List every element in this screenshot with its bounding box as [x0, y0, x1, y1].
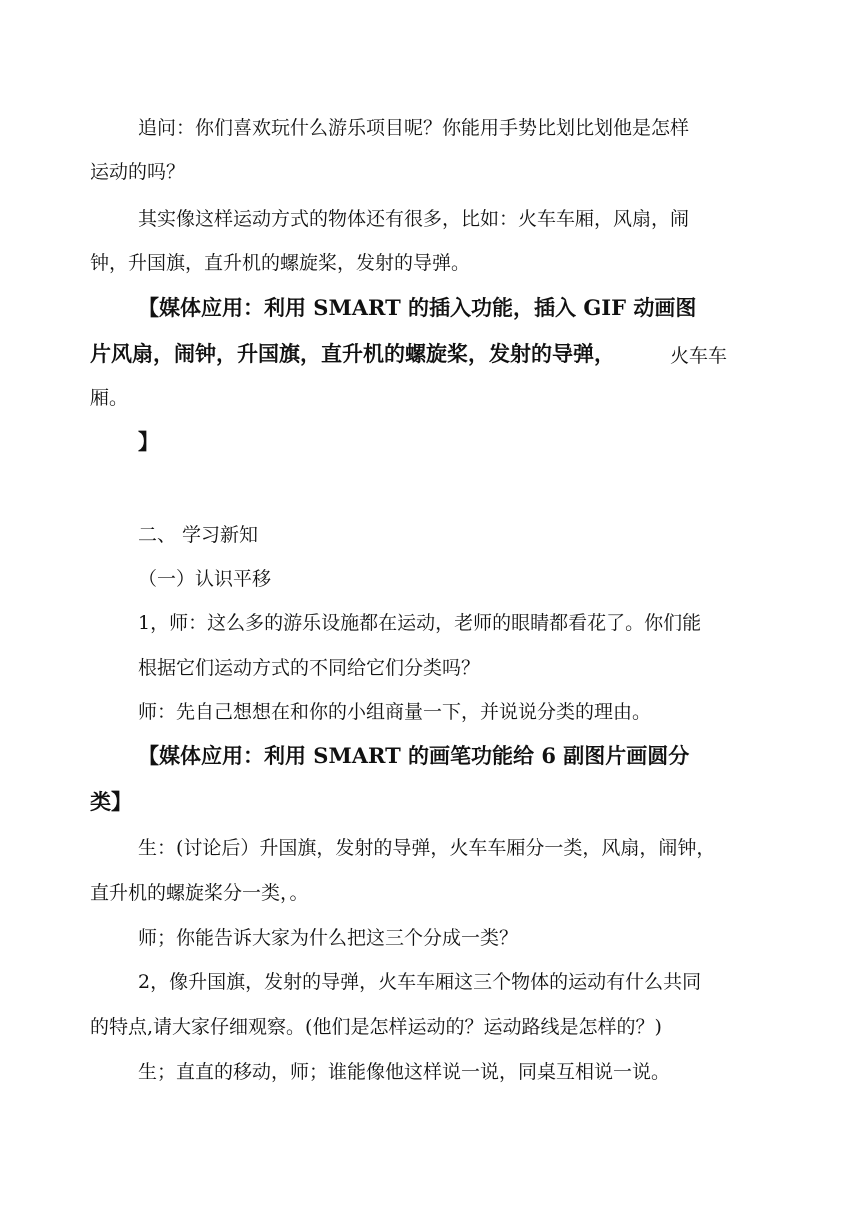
text-line: 师：先自己想想在和你的小组商量一下，并说说分类的理由。: [138, 701, 652, 723]
text-line: 生：(讨论后）升国旗，发射的导弹，火车车厢分一类，风扇，闹钟，: [138, 837, 716, 859]
media-note-line: 类】: [90, 789, 132, 814]
text-line: 追问：你们喜欢玩什么游乐项目呢？你能用手势比划比划他是怎样: [138, 117, 690, 139]
text-line: 的特点,请大家仔细观察。(他们是怎样运动的？运动路线是怎样的？): [90, 1016, 662, 1038]
text-line: 师；你能告诉大家为什么把这三个分成一类？: [138, 927, 519, 949]
text-line: 其实像这样运动方式的物体还有很多，比如：火车车厢，风扇，闹: [138, 208, 690, 230]
media-note-close-bracket: 】: [138, 429, 159, 454]
text-line: 根据它们运动方式的不同给它们分类吗？: [138, 657, 481, 679]
text-line: 生；直直的移动，师；谁能像他这样说一说，同桌互相说一说。: [138, 1061, 671, 1083]
text-line: 钟，升国旗，直升机的螺旋桨，发射的导弹。: [90, 252, 471, 274]
media-note-heading: 【媒体应用：利用 SMART 的插入功能，插入 GIF 动画图: [138, 295, 697, 320]
media-note-heading: 【媒体应用：利用 SMART 的画笔功能给 6 副图片画圆分: [138, 743, 690, 768]
text-line: 火车车: [670, 345, 728, 367]
text-line: 运动的吗？: [90, 161, 186, 183]
subsection-heading: （一）认识平移: [138, 568, 272, 590]
text-line: 1，师：这么多的游乐设施都在运动，老师的眼睛都看花了。你们能: [138, 612, 702, 634]
section-heading: 二、 学习新知: [138, 524, 259, 546]
text-line: 2，像升国旗，发射的导弹，火车车厢这三个物体的运动有什么共同: [138, 971, 702, 993]
media-note-line: 片风扇，闹钟，升国旗，直升机的螺旋桨，发射的导弹，: [90, 341, 615, 366]
text-line: 直升机的螺旋桨分一类，。: [90, 882, 309, 904]
text-line: 厢。: [90, 387, 129, 409]
